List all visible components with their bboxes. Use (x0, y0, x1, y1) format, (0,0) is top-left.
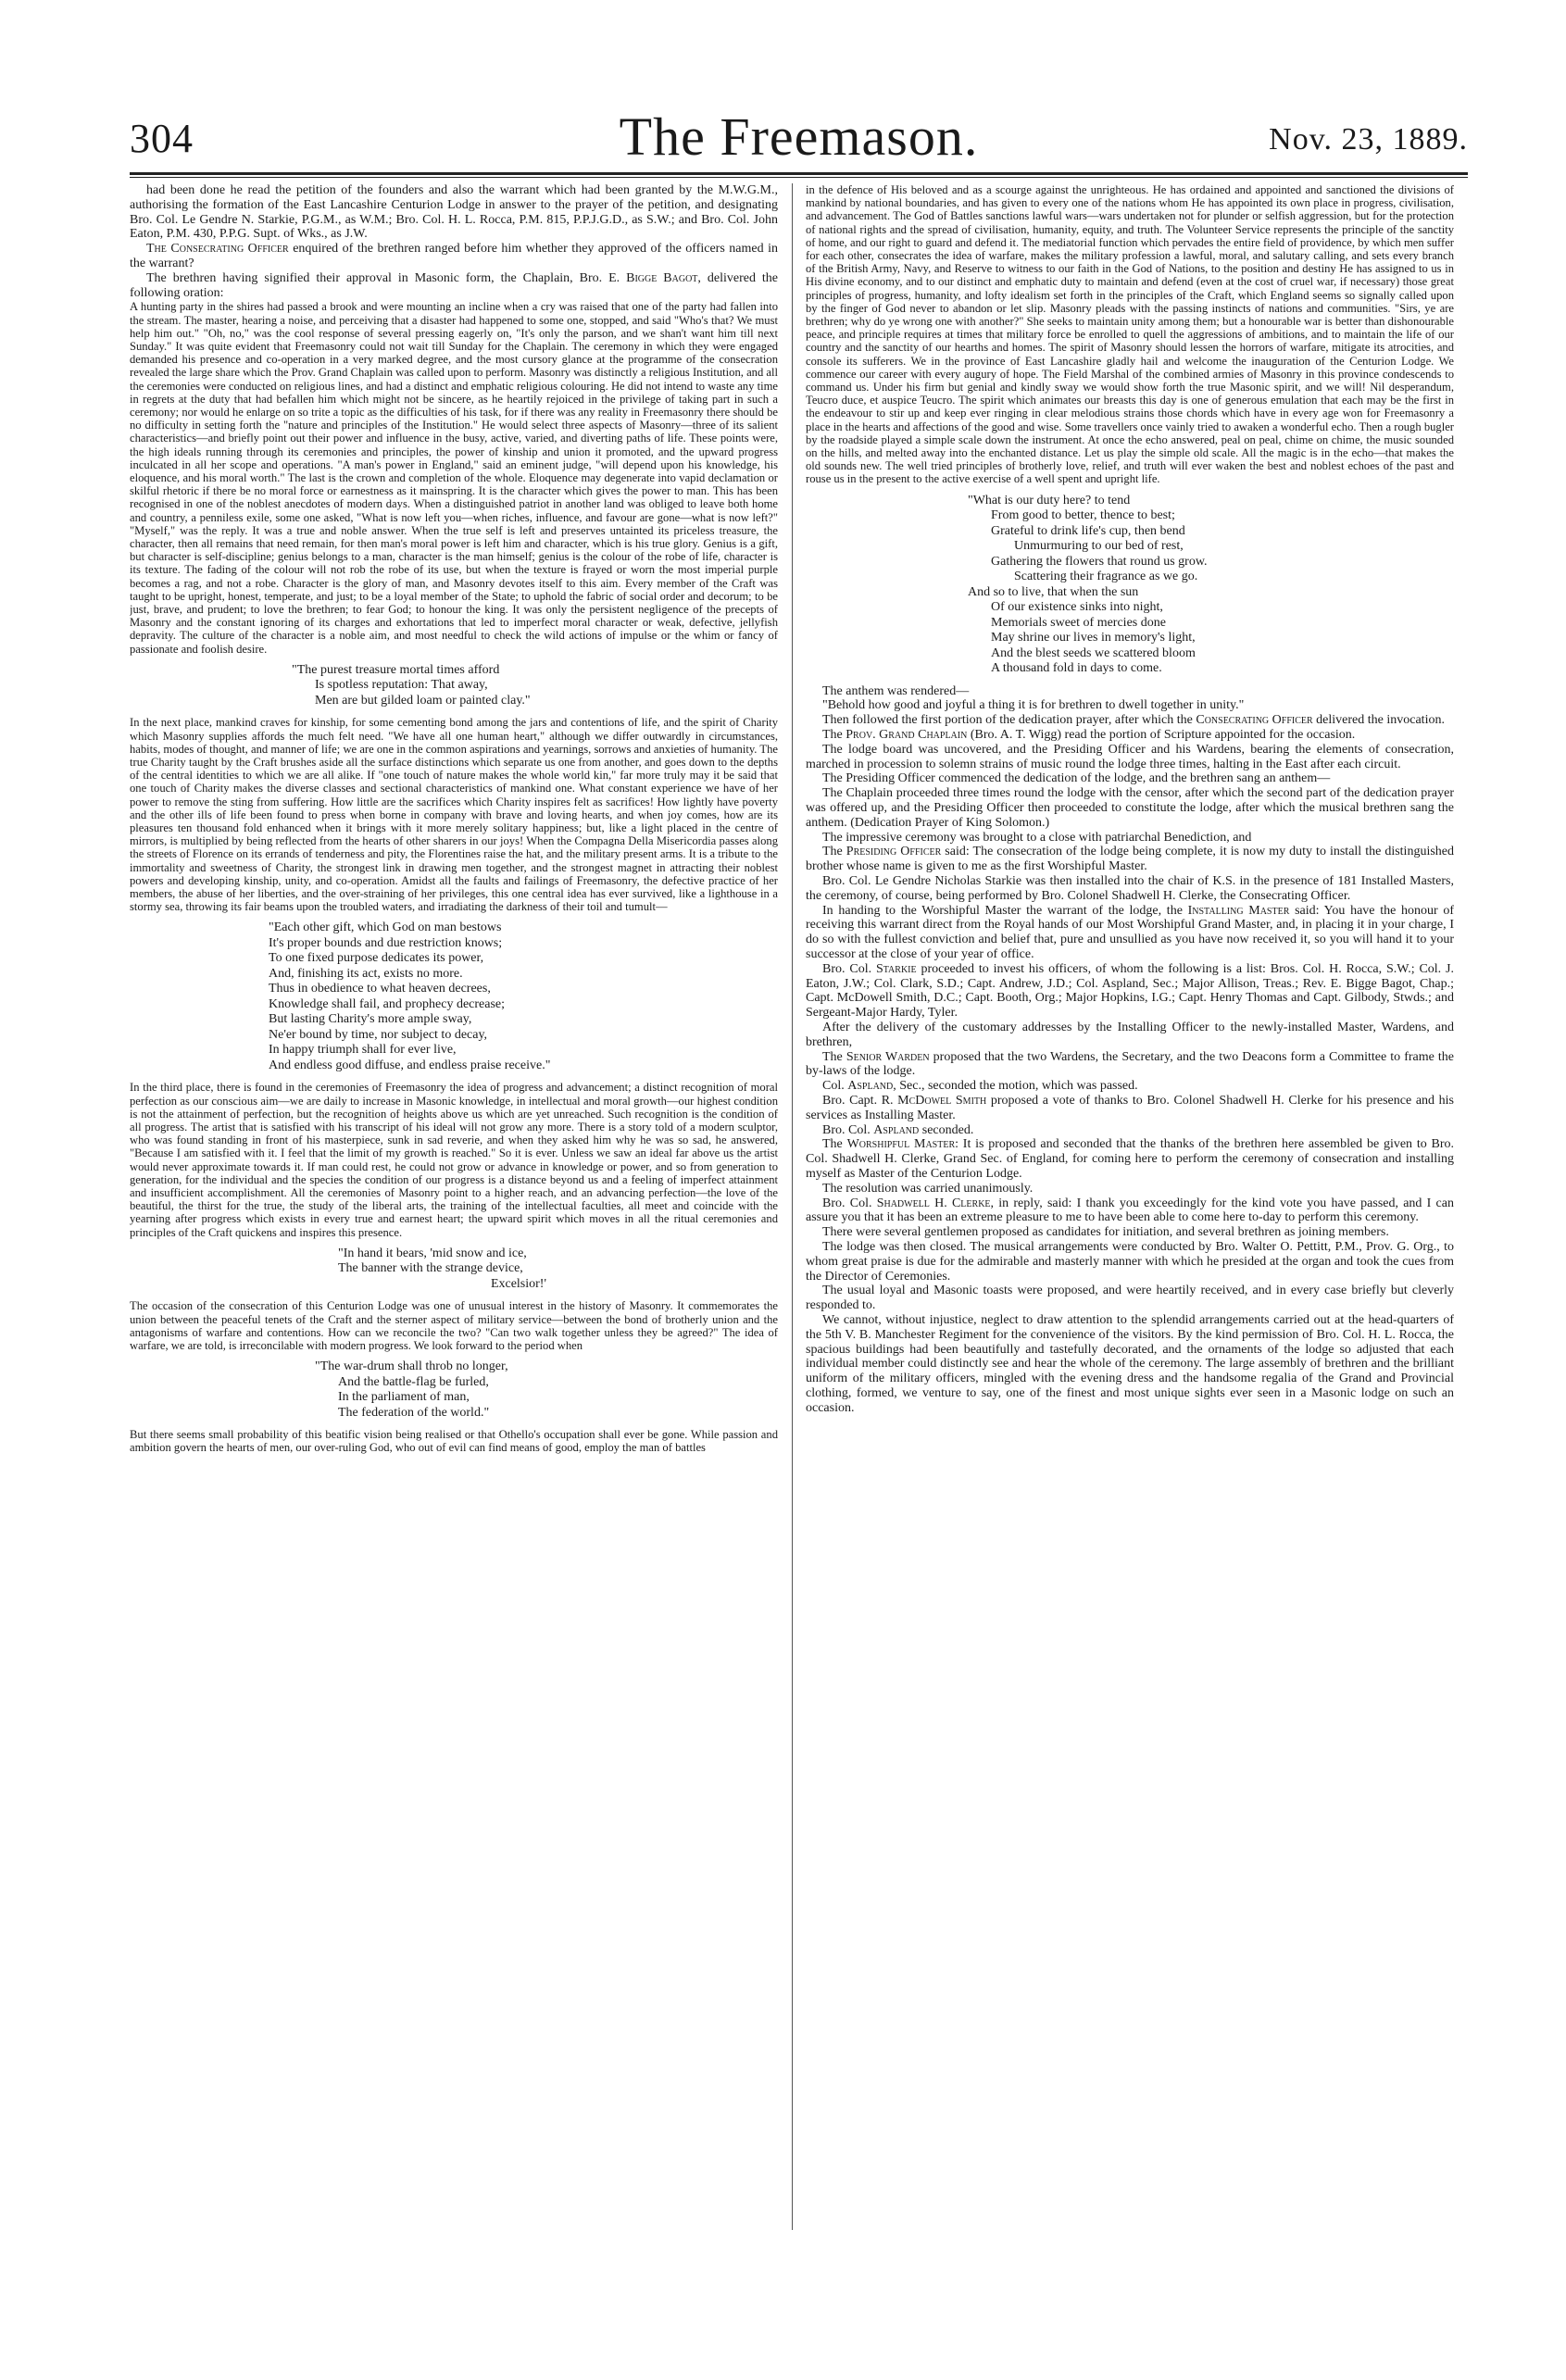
header-rule (130, 172, 1468, 175)
paragraph-text: Bro. Col. (822, 1122, 874, 1137)
verse-line: Thus in obedience to what heaven decrees, (269, 982, 491, 996)
paragraph-text: seconded. (919, 1122, 974, 1137)
page-number: 304 (130, 116, 194, 161)
verse-line: A thousand fold in days to come. (991, 661, 1162, 676)
verse-line: Knowledge shall fail, and prophecy decrease; (269, 996, 506, 1011)
small-caps-name: Aspland (873, 1122, 920, 1137)
paragraph: The lodge was then closed. The musical arrangements were conducted by Bro. Walter O. Pettitt, P.M., Prov. G. Org., to whom great praise is due for the admirable and masterly manner with which he presided at the organ and took the cues from the Director of Ceremonies. (806, 1239, 1454, 1284)
column-divider (792, 183, 793, 2230)
verse-line: Unmurmuring to our bed of rest, (1014, 539, 1184, 554)
verse-quote (130, 1359, 778, 1421)
verse-line: Memorials sweet of mercies done (991, 615, 1166, 630)
paragraph-text: proceeded to invest his officers, of whom the following is a list: Bros. Col. H. Rocca, S.W.; Col. J. Eaton, J.W.; Col. Clark, S.D.; Capt. Andrew, J.D.; Col. Aspland, Sec.; Major Allison, Treas.; Rev. E. Bigge Bagot, Chap.; Capt. McDowell Smith, D.C.; Capt. Booth, Org.; Major Hopkins, I.G.; Capt. Henry Thomas and Capt. Gilbody, Stwds.; and Sergeant-Major Hardy, Tyler. (806, 961, 1454, 1021)
paragraph-text: The (822, 728, 846, 743)
verse-line: In the parliament of man, (338, 1390, 470, 1405)
publication-title: The Freemason. (619, 106, 979, 167)
paragraph-text: : It is proposed and seconded that the thanks of the brethren here assembled be given to Bro. Col. Shadwell H. Clerke, Grand Sec. of England, for coming here to perform the ceremony of consecration and installing myself as Master of the Centurion Lodge. (806, 1137, 1454, 1181)
paragraph-text: Then followed the first portion of the dedication prayer, after which the (822, 713, 1196, 728)
issue-date: Nov. 23, 1889. (1269, 122, 1468, 157)
paragraph (130, 242, 778, 271)
paragraph-text: The (822, 845, 846, 859)
verse-line: Is spotless reputation: That away, (315, 678, 488, 693)
masthead (130, 106, 1468, 174)
verse-line: Gathering the flowers that round us grow. (991, 554, 1208, 569)
paragraph: After the delivery of the customary addresses by the Installing Officer to the newly-installed Master, Wardens, and brethren, (806, 1021, 1454, 1049)
small-caps-name: Consecrating Officer (1196, 713, 1313, 728)
paragraph: Bro. Col. Le Gendre Nicholas Starkie was then installed into the chair of K.S. in the presence of 181 Installed Masters, the ceremony, of course, being performed by Bro. Colonel Shadwell H. Clerke, the Consecrating Officer. (806, 874, 1454, 903)
verse-line: The federation of the world." (338, 1405, 490, 1420)
paragraph-text: In handing to the Worshipful Master the warrant of the lodge, the (822, 903, 1188, 918)
verse-line: Grateful to drink life's cup, then bend (991, 523, 1185, 538)
oration-paragraph: in the defence of His beloved and as a scourge against the unrighteous. He has ordained and appointed and sanctioned the divisions of mankind by national boundaries, and has given to every one of the nations whom He has appointed its own place in progress, civilisation, and advancement. The God of Battles sanctions lawful wars—wars undertaken not for plunder or selfish aggression, but for the protection of national rights and the spread of civilisation, humanity, equity, and truth. The Volunteer Service represents the principle of the sanctity of home, and our right to guard and defend it. The mediatorial function which pervades the entire field of providence, by which men suffer for each other, consecrates the idea of warfare, makes the military profession a lawful, moral, and salutary calling, and sets every branch of the British Army, Navy, and Reserve to witness to our faith in the God of Nations, to the position and destiny He has assigned to us in His divine economy, and to our distinct and emphatic duty to maintain and defend (even at the cost of cruel war, if necessary) those great principles of progress, humanity, and lofty idealism set forth in the principles of the Craft, which England seems so signally called upon by the finger of God never to abandon or let slip. Masonry pleads with the passing instincts of nations and communities. "Sirs, ye are brethren; why do ye wrong one with another?" She seeks to maintain unity among them; but a honourable war is better than dishonourable peace, and principle requires at times that military force be enrolled to quell the aggressions of ambitions, and to maintain the life of our country and the sanctity of our hearths and homes. The spirit of Masonry should lessen the horrors of warfare, mitigate its atrocities, and console its sufferers. We in the province of East Lancashire gladly hail and welcome the inauguration of the Centurion Lodge. We commence our career with every augury of hope. The Field Marshal of the combined armies of Masonry in this province condescends to command us. Under his firm but genial and kindly sway we would show forth the true Masonic spirit, and we will! Nil desperandum, Teucro duce, et auspice Teucro. The spirit which animates our breasts this day is one of generous emulation that each may be the first in the endeavour to stir up and keep ever ringing in clear melodious strains those chords which have in every age won for Freemasonry a place in the hearts and affections of the good and wise. Some travellers once vainly tried to awaken a wonderful echo. Then a rough bugler by the roadside played a simple scale down the instrument. At once the echo answered, peal on peal, chime on chime, the music sounded on the hills, and melted away into the enchanted distance. Let us play the simple old scale. All the magic is in the echo—that makes the old sounds new. The well tried principles of brotherly love, relief, and truth will ever waken the best and noblest echoes of the past and rouse us in the present to the active exercise of a well spent and upright life. (806, 183, 1454, 486)
verse-line: Men are but gilded loam or painted clay." (315, 693, 531, 708)
paragraph (806, 1123, 1454, 1138)
paragraph-text: enquired of the brethren ranged before him whether they approved of the officers named in the warrant? (130, 242, 778, 270)
small-caps-name: Senior Warden (846, 1049, 930, 1064)
paragraph-text: delivered the invocation. (1312, 713, 1445, 728)
left-column (130, 183, 778, 2234)
verse-line: Of our existence sinks into night, (991, 600, 1163, 615)
small-caps-name: Presiding Officer (846, 845, 942, 859)
header-rule-thin (130, 177, 1468, 178)
paragraph-text: Bro. Capt. R. (822, 1093, 898, 1108)
verse-line: In happy triumph shall for ever live, (269, 1043, 457, 1058)
paragraph-text: , delivered the following oration: (130, 270, 778, 300)
oration-paragraph: The occasion of the consecration of this Centurion Lodge was one of unusual interest in the history of Masonry. It commemorates the union between the peaceful tenets of the Craft and the sterner aspect of military service—between the bond of brotherly union and the antagonisms of warfare and contentions. How can we reconcile the two? "Can two walk together unless they be agreed?" The idea of warfare, we are told, is irreconcilable with modern progress. We look forward to the period when (130, 1299, 778, 1352)
paragraph-text: Bro. Col. (822, 961, 876, 976)
verse-quote (806, 494, 1454, 677)
small-caps-name: Worshipful Master (846, 1137, 956, 1152)
paragraph: There were several gentlemen proposed as candidates for initiation, and several brethren as joining members. (822, 1225, 1389, 1240)
verse-line: May shrine our lives in memory's light, (991, 631, 1196, 645)
paragraph: We cannot, without injustice, neglect to draw attention to the splendid arrangements carried out at the head-quarters of the 5th V. B. Manchester Regiment for the convenience of the visitors. By the kind permission of Bro. Col. H. L. Rocca, the spacious buildings had been beautifully and tastefully decorated, and the ornaments of the lodge so adjusted that each individual member could distinctly see and hear the whole of the ceremony. The large assembly of brethren and the brilliant uniform of the military officers, mingled with the evening dress and the handsome regalia of the Grand and Provincial clothing, formed, we venture to say, one of the finest and most unique sights ever seen in a Masonic lodge on such an occasion. (806, 1312, 1454, 1415)
paragraph (806, 1094, 1454, 1123)
paragraph-text: The brethren having signified their approval in Masonic form, the Chaplain, Bro. E. (146, 270, 627, 285)
oration-paragraph: A hunting party in the shires had passed a brook and were mounting an incline when a cry was raised that one of the party had fallen into the stream. The master, hearing a noise, and perceiving that a disaster had happened to some one, stopped, and said "Who's that? We must help him out." "Oh, no," was the cool response of several pressing eagerly on, "It's only the parson, and we shan't want him till next Sunday." It was quite evident that Freemasonry could not wait till Sunday for the Chaplain. The ceremony in which they were engaged demanded his presence and co-operation in a very marked degree, and the most cursory glance at the programme of the consecration revealed the large share which the Prov. Grand Chaplain was called upon to perform. Masonry was distinctly a religious Institution, and all the ceremonies were conducted on religious lines, and had a distinct and emphatic religious colouring. He did not intend to waste any time in regrets at the duty that had befallen him which might not be sincere, as he heartily rejoiced in the privilege of taking part in such a ceremony; nor would he enlarge on so trite a topic as the difficulties of his task, for if there was any reality in Freemasonry there should be no difficulty in setting forth the "nature and principles of the Institution." He would select three aspects of Masonry—three of its salient characteristics—and briefly point out their power and influence in the busy, active, varied, and diverting paths of life. These points were, the high ideals running through its ceremonies and principles, the power of kinship and union it promoted, and the upward progress inculcated in all her scope and operations. "A man's power in England," said an eminent judge, "will depend upon his knowledge, his eloquence, and his moral worth." The last is the crown and completion of the whole. Eloquence may degenerate into vapid declamation or skilful rhetoric if there be no moral force or earnestness as it mainspring. It is the character which gives the power to man. This has been recognised in one of the noblest anecdotes of modern days. When a distinguished patriot in another land was obliged to leave both home and country, a penniless exile, some one asked, "What is now left you—when riches, influence, and favour are gone—what is now left?" "Myself," was the reply. It was a true and noble answer. When the true self is left and preserves untainted its priceless treasure, the character, then all remains that need remain, for then man's moral power is left him and character, which is his true glory. Genius is a gift, but character is self-discipline; genius belongs to a man, character is the man himself; genius is the colour of the robe of life, character is its texture. The fading of the colour will not rob the robe of its use, but when the texture is frayed or worn the most imperial purple becomes a rag, and not a robe. Character is the glory of man, and Masonry devotes itself to this aim. Every member of the Craft was taught to be upright, honest, temperate, and just; to be a loyal member of the State; to uphold the fabric of social order and decorum; to be just, brave, and prudent; to love the brethren; to fear God; to honour the king. It was only the persistent negligence of the precepts of Masonry and the constant ignoring of its charges and exhortations that led to imperfect moral character or weak, defective, jellyfish depravity. The culture of the character is a noble aim, and most needful to check the wild actions of impulse or the whim or fancy of passionate and foolish desire. (130, 300, 778, 656)
verse-line: But lasting Charity's more ample sway, (269, 1012, 472, 1027)
verse-line: And endless good diffuse, and endless praise receive." (269, 1058, 551, 1072)
verse-line: From good to better, thence to best; (991, 508, 1175, 523)
small-caps-name: The Consecrating Officer (146, 242, 289, 257)
verse-quote (130, 663, 778, 709)
paragraph-text: Col. (822, 1079, 848, 1094)
verse-line: And the battle-flag be furled, (338, 1374, 489, 1389)
small-caps-name: Shadwell H. Clerke (876, 1196, 991, 1210)
verse-line: To one fixed purpose dedicates its power, (269, 951, 484, 966)
oration-paragraph: In the third place, there is found in the ceremonies of Freemasonry the idea of progress and advancement; a distinct recognition of moral perfection as our conscious aim—we are daily to increase in Masonic knowledge, in intellectual and moral growth—our highest condition is not the attainment of perfection, but the recognition of heights above us which are yet unreached. Such recognition is the condition of all progress. The artist that is satisfied with his transcript of his ideal will not grow any more. There is a story told of a modern sculptor, who was found standing in front of his masterpiece, sunk in sad reverie, and when they asked him why he was so sad, he answered, "Because I am satisfied with it. I feel that the limit of my growth is reached." So it is ever. Unless we saw an ideal far above us the artist would never approximate towards it. If man could rest, he could not grow or advance in knowledge or power, and so from generation to generation, for the individual and the species the condition of our progress is a distance beyond us and a feeling of imperfect attainment and insufficient accomplishment. All the ceremonies of Masonry point to a higher reach, and an advancing perfection—the love of the beautiful, the thirst for the true, the study of the liberal arts, the training of the intellectual faculties, all meet and coincide with the yearning after progress which exists in every true and earnest heart; the upward spirit which moves in all the ritual ceremonies and principles of the Craft quickens and inspires this presence. (130, 1081, 778, 1239)
paragraph-text: proposed a vote of thanks to Bro. Colonel Shadwell H. Clerke for his presence and his services as Installing Master. (806, 1093, 1454, 1122)
verse-line: "Each other gift, which God on man bestows (269, 921, 502, 935)
paragraph (806, 1079, 1454, 1094)
oration-paragraph: In the next place, mankind craves for kinship, for some cementing bond among the jars and contentions of life, and the spirit of Charity which Masonry supplies affords the much felt need. "We have all one human heart," although we differ outwardly in circumstances, habits, modes of thought, and manner of life; we are one in the common aspirations and yearnings, sorrows and anxieties of humanity. The true Charity taught by the Craft brushes aside all the surface distinctions which separate us one from another, and goes down to the depths of the central identities to which we are all alike. If "one touch of nature makes the whole world kin," far more truly may it be said that one touch of Charity makes the diverse classes and sectional characteristics of mankind one. What constant experience we have of her power to remove the sting from suffering. How little are the sacrifices which Charity inspires felt as sacrifices! How lightly have poverty and the other ills of life been found to press when borne in company with brave and loving hearts, and when joy comes, how are its pleasures ten thousand fold enhanced when it brings with it more merely solitary happiness; but, like a light placed in the centre of mirrors, is multiplied by being reflected from the hearts of other sharers in our joys! When the Compagna Della Misericordia passes along the streets of Florence on its errands of tenderness and pity, the Florentines raise the hat, and the military present arms. It is a tribute to the immortality and sweetness of Charity, the strongest link in drawing men together, and the strongest magnet in attracting their noblest powers and developing kinship, unity, and co-operation. Amidst all the faults and failings of Freemasonry, the defective practice of her members, the abuse of her liberties, and the over-straining of her privileges, this one central idea has ever survived, like a lighthouse in a stormy sea, throwing its fair beams upon the troubled waters, and irradiating the darkness of their toil and tumult— (130, 716, 778, 914)
verse-line: Excelsior!' (490, 1276, 546, 1291)
paragraph-text: proposed that the two Wardens, the Secretary, and the two Deacons form a Committee to frame the by-laws of the lodge. (806, 1049, 1454, 1079)
paragraph-text: , in reply, said: I thank you exceedingly for the kind vote you have passed, and I can assure you that it has been an extreme pleasure to me to have been able to come here to-day to perform this ceremony. (806, 1196, 1454, 1225)
paragraph (806, 713, 1454, 728)
oration-paragraph: But there seems small probability of this beatific vision being realised or that Othello's occupation shall ever be gone. While passion and ambition govern the hearts of men, our over-ruling God, who out of evil can find means of good, employ the man of battles (130, 1428, 778, 1455)
small-caps-name: Installing Master (1187, 903, 1290, 918)
small-caps-name: Aspland (847, 1079, 894, 1094)
paragraph-text: The (822, 1137, 847, 1152)
paragraph: The impressive ceremony was brought to a close with patriarchal Benediction, and (822, 830, 1252, 845)
paragraph: The Presiding Officer commenced the dedication of the lodge, and the brethren sang an anthem— (822, 771, 1331, 786)
paragraph-text: (Bro. A. T. Wigg) read the portion of Scripture appointed for the occasion. (967, 728, 1356, 743)
paragraph (806, 1050, 1454, 1080)
paragraph-text: The (822, 1049, 846, 1064)
verse-line: And, finishing its act, exists no more. (269, 966, 463, 981)
paragraph: "Behold how good and joyful a thing it is for brethren to dwell together in unity." (822, 698, 1245, 713)
small-caps-name: Prov. Grand Chaplain (846, 728, 968, 743)
verse-line: "The war-drum shall throb no longer, (315, 1359, 508, 1374)
verse-quote (130, 921, 778, 1073)
verse-line: "In hand it bears, 'mid snow and ice, (338, 1246, 527, 1260)
paragraph: The usual loyal and Masonic toasts were proposed, and were heartily received, and in every case briefly but cleverly responded to. (806, 1284, 1454, 1313)
paragraph-text: said: You have the honour of receiving this warrant direct from the Royal hands of our Most Worshipful Grand Master, and, in placing it in your charge, I do so with the fullest conviction and belief that, pure and unsullied as you have now received it, so you will hand it to your successor at the close of your year of office. (806, 903, 1454, 962)
paragraph: The Chaplain proceeded three times round the lodge with the censor, after which the second part of the dedication prayer was offered up, and the Presiding Officer then proceeded to constitute the lodge, after which the musical brethren sang the anthem. (Dedication Prayer of King Solomon.) (806, 786, 1454, 830)
paragraph: had been done he read the petition of the founders and also the warrant which had been granted by the M.W.G.M., authorising the formation of the East Lancashire Centurion Lodge in answer to the prayer of the petition, and designating Bro. Col. Le Gendre N. Starkie, P.G.M., as W.M.; Bro. Col. H. L. Rocca, P.M. 815, P.P.J.G.D., as S.W.; and Bro. Col. John Eaton, P.M. 430, P.P.G. Supt. of Wks., as J.W. (130, 183, 778, 242)
small-caps-name: McDowel Smith (897, 1093, 987, 1108)
paragraph (130, 271, 778, 301)
right-column (806, 183, 1454, 2234)
small-caps-name: Bigge Bagot (626, 270, 698, 285)
paragraph (806, 845, 1454, 874)
verse-line: It's proper bounds and due restriction knows; (269, 935, 503, 950)
paragraph: The anthem was rendered— (822, 683, 970, 698)
verse-line: And the blest seeds we scattered bloom (991, 645, 1196, 660)
paragraph (806, 962, 1454, 1021)
verse-line: Scattering their fragrance as we go. (1014, 570, 1198, 584)
paragraph (806, 728, 1454, 743)
small-caps-name: Starkie (875, 961, 917, 976)
paragraph-text: said: The consecration of the lodge being complete, it is now my duty to install the distinguished brother whose name is given to me as the first Worshipful Master. (806, 845, 1454, 874)
verse-line: Ne'er bound by time, nor subject to decay, (269, 1027, 488, 1042)
paragraph-text: Bro. Col. (822, 1196, 877, 1210)
verse-quote (130, 1246, 778, 1293)
paragraph (806, 1137, 1454, 1181)
paragraph: The lodge board was uncovered, and the Presiding Officer and his Wardens, bearing the elements of consecration, marched in procession to solemn strains of music round the lodge three times, halting in the East after each circuit. (806, 742, 1454, 771)
verse-line: The banner with the strange device, (338, 1261, 523, 1276)
paragraph (806, 904, 1454, 962)
paragraph (806, 1196, 1454, 1226)
verse-line: "What is our duty here? to tend (968, 493, 1131, 507)
verse-line: And so to live, that when the sun (968, 584, 1139, 599)
verse-line: "The purest treasure mortal times afford (292, 662, 500, 677)
paragraph-text: , Sec., seconded the motion, which was passed. (893, 1079, 1138, 1094)
paragraph: The resolution was carried unanimously. (822, 1181, 1034, 1196)
